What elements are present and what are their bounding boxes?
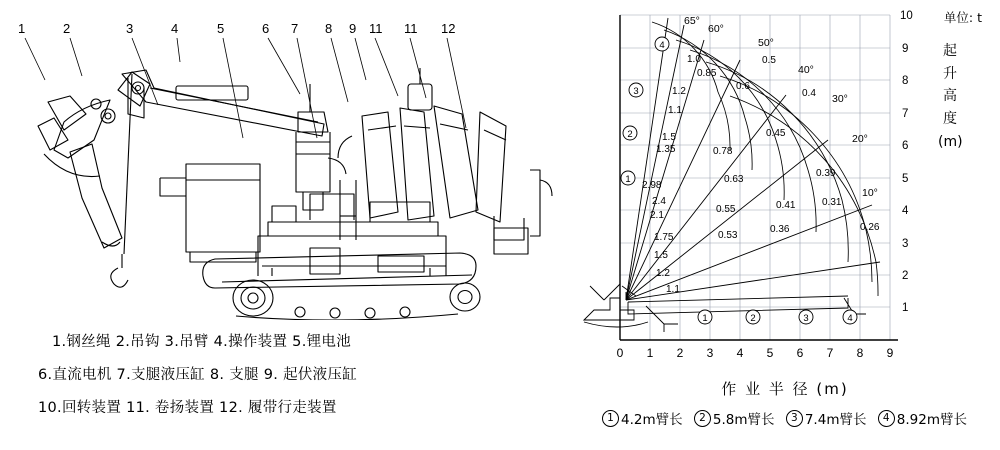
legend-line-3: 10.回转装置 11. 卷扬装置 12. 履带行走装置 (38, 400, 337, 416)
svg-text:2: 2 (750, 313, 756, 324)
svg-text:0.26: 0.26 (860, 222, 880, 233)
circle-number-2: 2 (694, 410, 711, 427)
boom-length-legend (602, 408, 994, 428)
svg-text:10°: 10° (862, 187, 878, 199)
svg-text:0.6: 0.6 (736, 81, 750, 92)
svg-text:9: 9 (902, 43, 909, 55)
svg-text:0.53: 0.53 (718, 230, 738, 241)
svg-text:2: 2 (902, 270, 909, 282)
svg-text:3: 3 (706, 346, 714, 360)
svg-text:1.1: 1.1 (666, 284, 680, 295)
callout-number-3: 3 (126, 21, 134, 36)
legend-item-3-label: 7.4m臂长 (804, 412, 867, 428)
svg-text:60°: 60° (708, 23, 724, 35)
svg-text:3: 3 (633, 86, 639, 97)
y-axis-char-3: 度 (943, 111, 957, 128)
svg-text:1: 1 (646, 346, 654, 360)
callout-number-5: 5 (217, 21, 225, 36)
unit-label: 单位: t (943, 10, 982, 25)
callout-number-8: 8 (325, 21, 333, 36)
legend-item-4 (878, 408, 967, 428)
circle-number-1: 1 (602, 410, 619, 427)
callout-number-2: 2 (63, 21, 71, 36)
svg-text:1.1: 1.1 (668, 105, 682, 116)
legend-item-4-label: 8.92m臂长 (896, 412, 967, 428)
svg-text:30°: 30° (832, 93, 848, 105)
x-axis-title: 作 业 半 径 (m) (721, 380, 849, 398)
svg-text:0.78: 0.78 (713, 146, 733, 157)
svg-text:6: 6 (796, 346, 804, 360)
svg-text:0.39: 0.39 (816, 168, 836, 179)
svg-text:1: 1 (625, 174, 631, 185)
y-axis-char-0: 起 (943, 43, 957, 59)
load-capacity-chart (580, 0, 940, 360)
svg-text:8: 8 (856, 346, 864, 360)
svg-text:4: 4 (659, 40, 665, 51)
svg-text:65°: 65° (684, 15, 700, 27)
callout-number-6: 6 (262, 21, 270, 36)
crane-line-drawing (10, 30, 570, 320)
svg-text:10: 10 (900, 10, 913, 22)
svg-text:0.5: 0.5 (762, 55, 776, 66)
legend-item-2-label: 5.8m臂长 (712, 412, 775, 428)
svg-text:2: 2 (627, 129, 633, 140)
svg-text:1: 1 (702, 313, 708, 324)
svg-text:8: 8 (902, 75, 909, 87)
callout-number-11b: 11 (404, 21, 418, 36)
svg-text:50°: 50° (758, 37, 774, 49)
y-axis-char-4: (m) (938, 133, 963, 150)
svg-text:0.85: 0.85 (697, 68, 717, 79)
svg-text:5: 5 (766, 346, 774, 360)
svg-text:2.4: 2.4 (652, 196, 666, 207)
svg-text:1.5: 1.5 (654, 250, 668, 261)
svg-text:1.2: 1.2 (672, 86, 686, 97)
svg-text:0.63: 0.63 (724, 174, 744, 185)
svg-text:2: 2 (676, 346, 684, 360)
load-chart-panel (580, 0, 1000, 450)
svg-text:7: 7 (826, 346, 834, 360)
svg-text:4: 4 (736, 346, 744, 360)
svg-text:3: 3 (803, 313, 809, 324)
legend-line-1: 1.钢丝绳 2.吊钩 3.吊臂 4.操作装置 5.锂电池 (52, 334, 352, 350)
svg-text:1.35: 1.35 (656, 144, 676, 155)
callout-number-1: 1 (18, 21, 26, 36)
svg-text:0.4: 0.4 (802, 88, 816, 99)
callout-number-4: 4 (171, 21, 179, 36)
svg-text:1.2: 1.2 (656, 268, 670, 279)
circle-number-3: 3 (786, 410, 803, 427)
svg-text:1.0: 1.0 (687, 54, 701, 65)
y-axis-char-1: 升 (943, 65, 957, 82)
svg-text:5: 5 (902, 173, 909, 185)
y-axis-title (938, 40, 962, 153)
svg-text:20°: 20° (852, 133, 868, 145)
callout-number-12: 12 (441, 21, 456, 36)
svg-text:40°: 40° (798, 64, 814, 76)
svg-text:0.31: 0.31 (822, 197, 842, 208)
legend-item-3 (786, 408, 867, 428)
svg-text:0: 0 (616, 346, 624, 360)
svg-text:1.5: 1.5 (662, 132, 676, 143)
svg-text:7: 7 (902, 108, 909, 120)
circle-number-4: 4 (878, 410, 895, 427)
legend-item-2 (694, 408, 775, 428)
callout-number-7: 7 (291, 21, 299, 36)
svg-text:0.45: 0.45 (766, 128, 786, 139)
svg-text:1: 1 (902, 302, 909, 314)
legend-item-1 (602, 408, 683, 428)
svg-text:3: 3 (902, 238, 909, 250)
svg-text:2.98: 2.98 (642, 180, 662, 191)
svg-text:4: 4 (847, 313, 853, 324)
svg-text:1.75: 1.75 (654, 232, 674, 243)
legend-item-1-label: 4.2m臂长 (621, 412, 683, 428)
svg-text:6: 6 (902, 140, 909, 152)
svg-text:0.36: 0.36 (770, 224, 790, 235)
legend-line-2: 6.直流电机 7.支腿液压缸 8. 支腿 9. 起伏液压缸 (38, 367, 358, 383)
callout-number-9: 9 (349, 21, 357, 36)
callout-number-11a: 11 (369, 21, 383, 36)
y-axis-char-2: 高 (943, 88, 957, 105)
svg-text:0.41: 0.41 (776, 200, 796, 211)
svg-text:9: 9 (886, 346, 894, 360)
svg-text:0.55: 0.55 (716, 204, 736, 215)
svg-text:4: 4 (902, 205, 909, 217)
svg-text:2.1: 2.1 (650, 210, 664, 221)
